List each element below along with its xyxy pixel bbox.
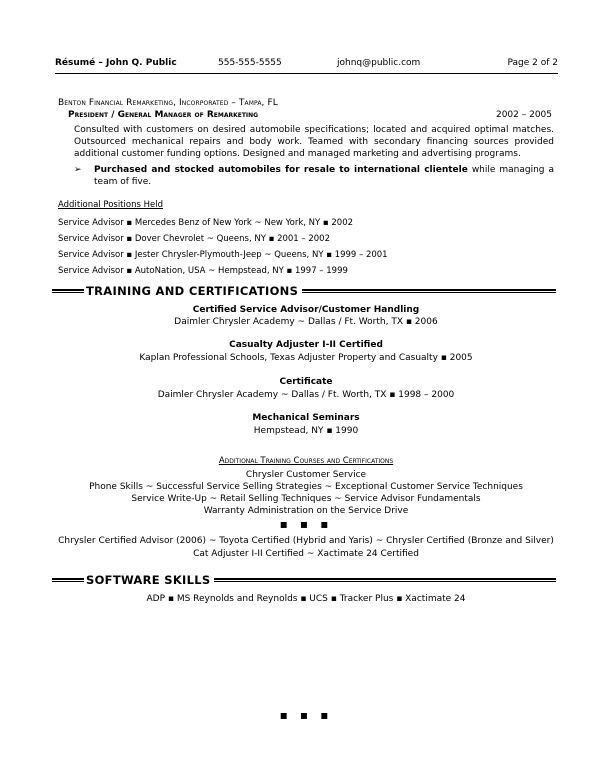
cert-detail: Daimler Chrysler Academy ~ Dallas / Ft. Worth, TX ▪ 2006 <box>174 317 438 327</box>
header-page-number: Page 2 of 2 <box>507 58 558 68</box>
position-item: Service Advisor ▪ Mercedes Benz of New York ~ New York, NY ▪ 2002 <box>58 218 354 228</box>
cert-detail: Daimler Chrysler Academy ~ Dallas / Ft. Worth, TX ▪ 1998 – 2000 <box>157 390 455 400</box>
header-email: johnq@public.com <box>337 58 421 68</box>
section-rule-left <box>52 578 84 582</box>
job-description: Consulted with customers on desired automobile specifications; located and acquired optimal matches. Outsourced mechanical repairs and body work. Teamed with secondary financing sources provided additional customer funding options. Designed and managed marketing and advertising programs. <box>74 125 554 159</box>
job-dates: 2002 – 2005 <box>495 110 552 120</box>
section-rule-right <box>302 289 556 293</box>
header-phone: 555-555-5555 <box>218 58 282 68</box>
job-title-line <box>68 110 552 120</box>
training-heading: TRAINING AND CERTIFICATIONS <box>86 284 299 298</box>
cert-name: Certificate <box>279 377 333 387</box>
cert-name: Certified Service Advisor/Customer Handling <box>192 305 420 315</box>
page-header <box>55 58 558 72</box>
achievement-rest: while managing a team of five. <box>94 165 555 187</box>
software-list: ADP ▪ MS Reynolds and Reynolds ▪ UCS ▪ Tracker Plus ▪ Xactimate 24 <box>146 594 466 604</box>
footer-separator: ▪ ▪ ▪ <box>279 708 333 722</box>
courses-heading: Additional Training Courses and Certifications <box>218 456 394 466</box>
cert-detail: Kaplan Professional Schools, Texas Adjuster Property and Casualty ▪ 2005 <box>139 353 473 363</box>
company-name: Benton Financial Remarketing, Incorporated – Tampa, FL <box>58 98 278 108</box>
software-heading: SOFTWARE SKILLS <box>86 573 211 587</box>
position-item: Service Advisor ▪ AutoNation, USA ~ Hempstead, NY ▪ 1997 – 1999 <box>58 266 348 276</box>
course-line: Service Write-Up ~ Retail Selling Techniques ~ Service Advisor Fundamentals <box>131 494 481 504</box>
cert-detail: Hempstead, NY ▪ 1990 <box>253 426 359 436</box>
cert-line: Cat Adjuster I-II Certified ~ Xactimate 24 Certified <box>193 549 419 559</box>
cert-line: Chrysler Certified Advisor (2006) ~ Toyota Certified (Hybrid and Yaris) ~ Chrysler Certified (Bronze and Silver) <box>58 536 554 546</box>
section-rule-right <box>214 578 556 582</box>
cert-name: Casualty Adjuster I-II Certified <box>229 340 383 350</box>
position-item: Service Advisor ▪ Dover Chevrolet ~ Queens, NY ▪ 2001 – 2002 <box>58 234 330 244</box>
achievement-bold: Purchased and stocked automobiles for resale to international clientele <box>94 165 468 175</box>
arrow-bullet-icon: ➢ <box>74 165 82 175</box>
training-section-header <box>52 284 556 298</box>
course-line: Warranty Administration on the Service Drive <box>203 506 409 516</box>
cert-name: Mechanical Seminars <box>252 413 360 423</box>
position-item: Service Advisor ▪ Jester Chrysler-Plymouth-Jeep ~ Queens, NY ▪ 1999 – 2001 <box>58 250 388 260</box>
additional-positions-heading: Additional Positions Held <box>58 200 163 210</box>
software-section-header <box>52 573 556 587</box>
course-line: Phone Skills ~ Successful Service Selling Strategies ~ Exceptional Customer Service Techniques <box>89 482 523 492</box>
section-rule-left <box>52 289 84 293</box>
header-rule <box>55 73 558 74</box>
course-line: Chrysler Customer Service <box>245 470 367 480</box>
header-name: Résumé – John Q. Public <box>55 58 177 68</box>
section-separator: ▪ ▪ ▪ <box>279 517 333 531</box>
additional-positions-list <box>58 215 388 279</box>
job-title: President / General Manager of Remarketing <box>68 110 259 120</box>
achievement-text <box>94 164 554 188</box>
